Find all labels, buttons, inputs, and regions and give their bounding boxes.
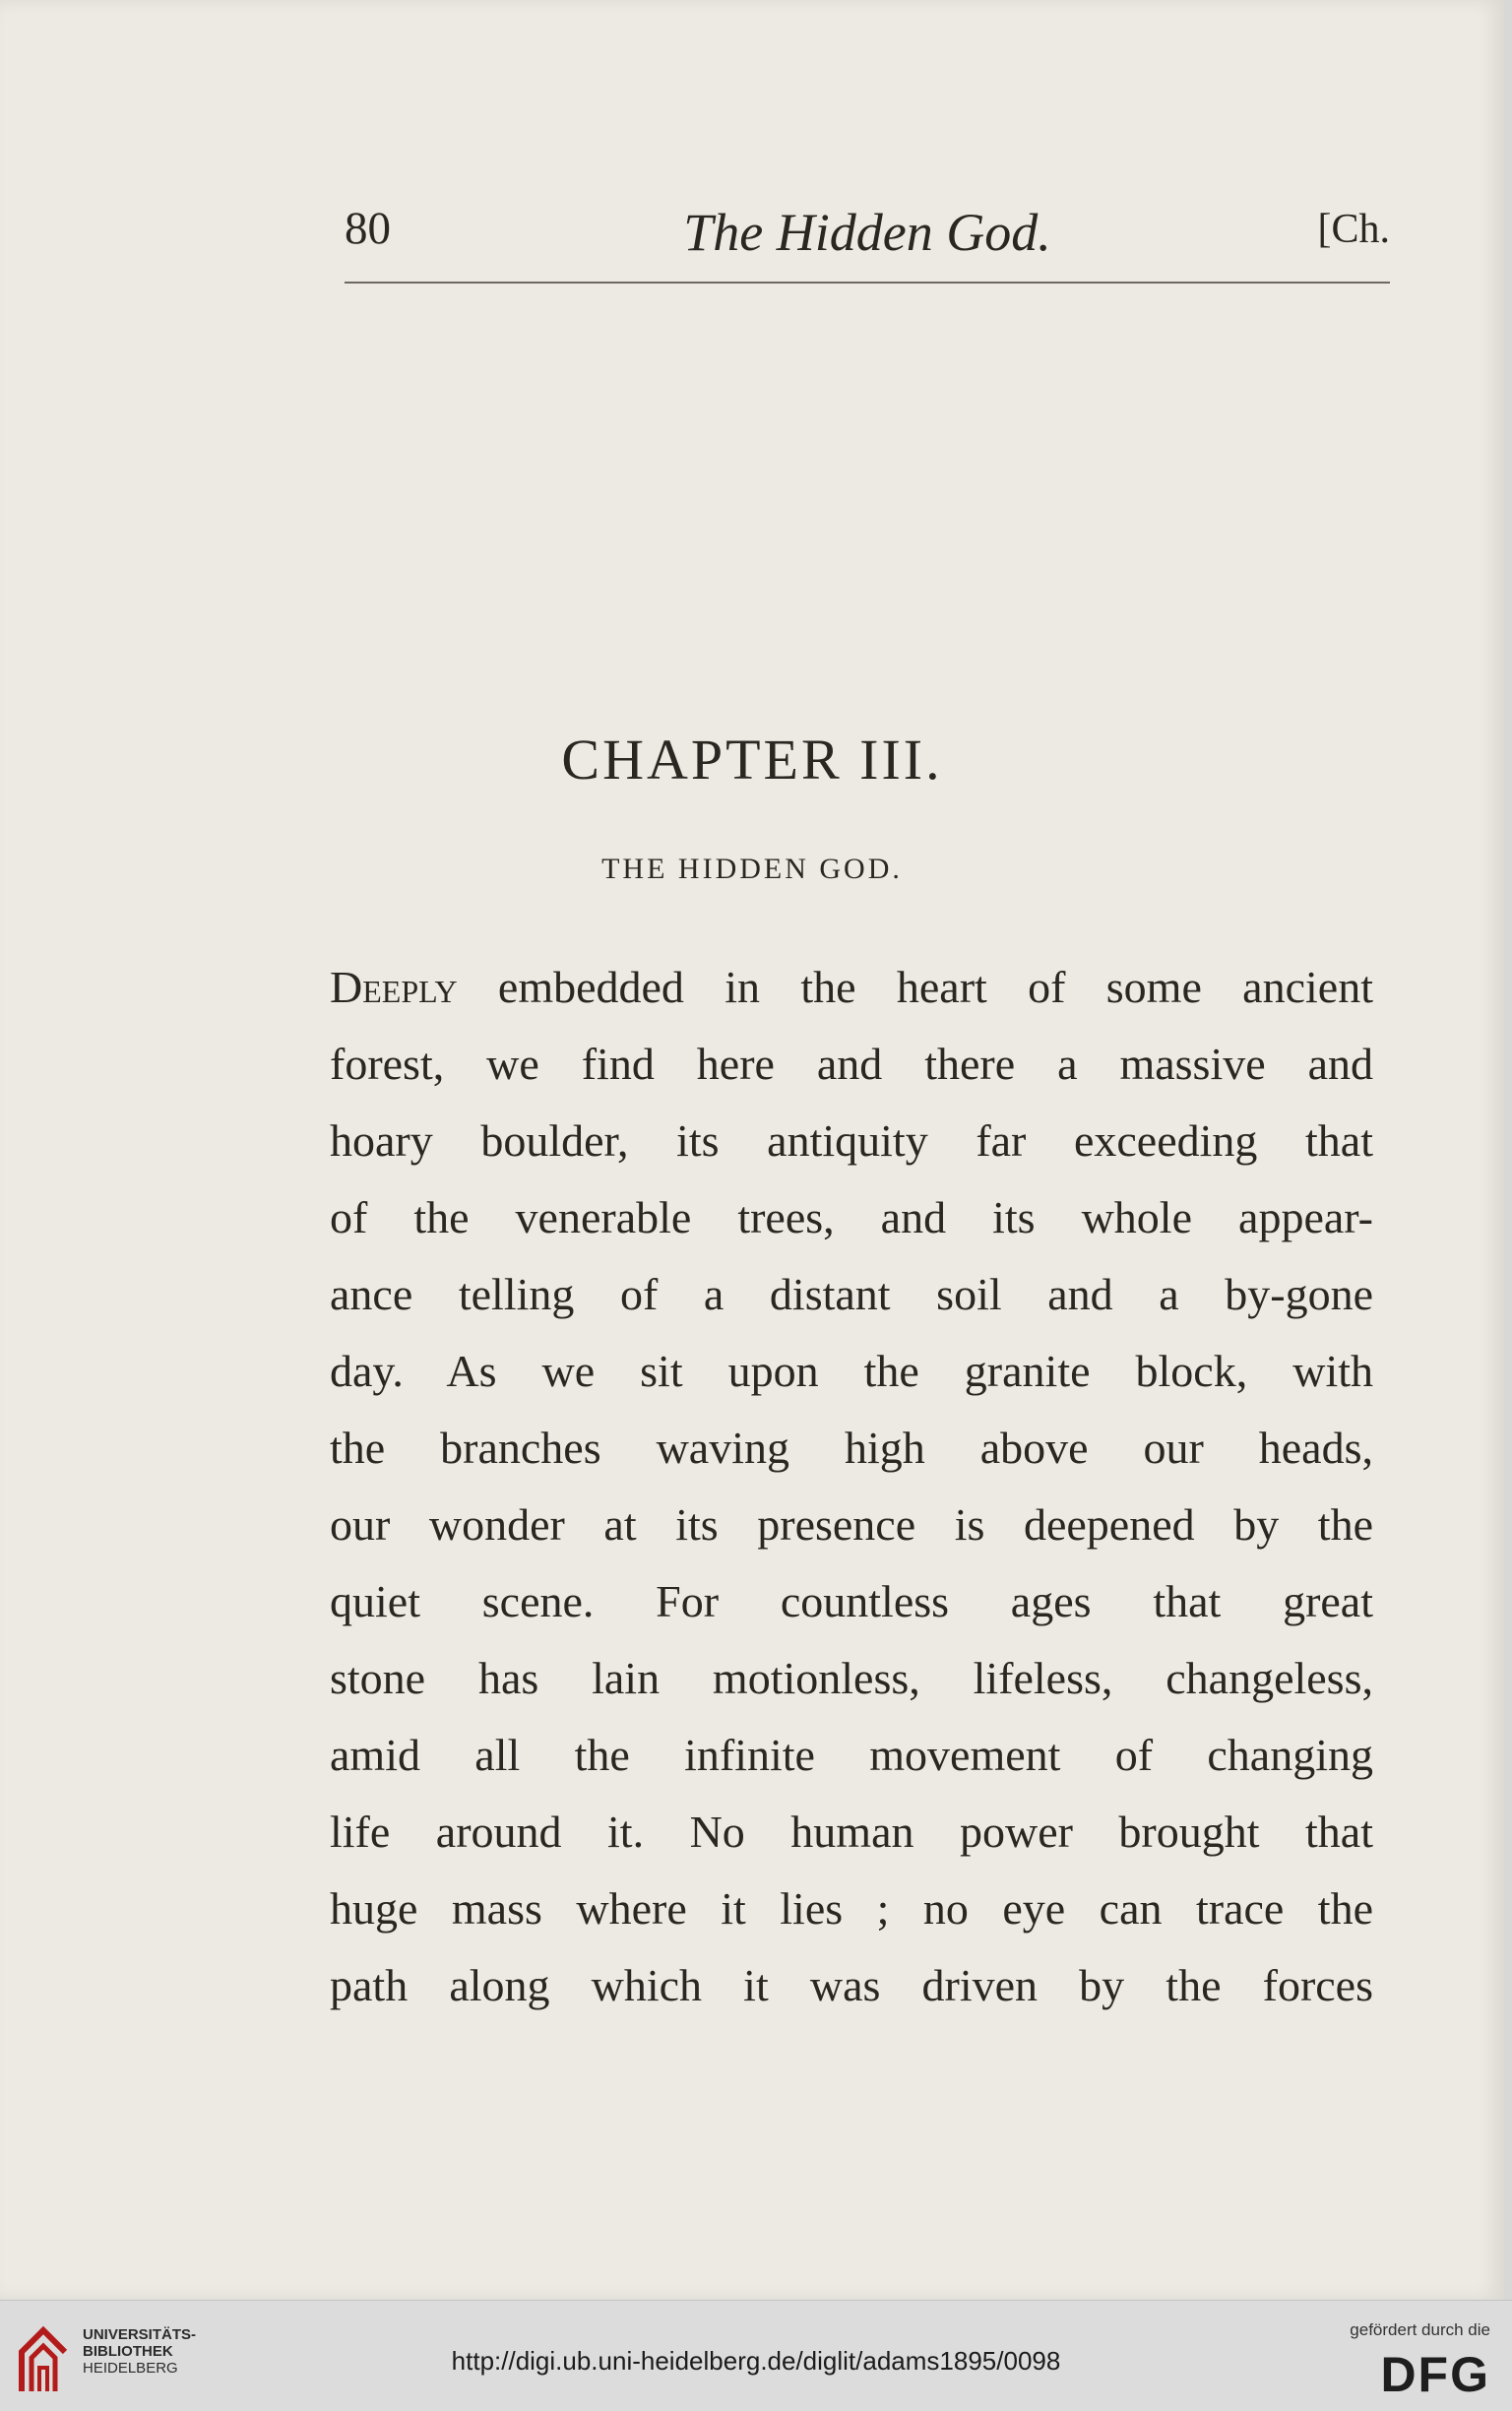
text-line: stone has lain motionless, lifeless, changeless, [330, 1653, 1373, 1703]
header-rule [345, 282, 1390, 284]
running-head [345, 202, 1390, 261]
drop-word: Deeply [330, 962, 458, 1012]
chapter-heading: CHAPTER III. [561, 728, 943, 792]
chapter-title: THE HIDDEN GOD. [601, 853, 903, 885]
text-line: amid all the infinite movement of changing [330, 1730, 1373, 1780]
text-line: Deeply embedded in the heart of some ancient [330, 962, 1373, 1012]
text-line: hoary boulder, its antiquity far exceeding that [330, 1115, 1373, 1166]
permalink[interactable]: http://digi.ub.uni-heidelberg.de/diglit/adams1895/0098 [451, 2346, 1061, 2376]
library-name: UNIVERSITÄTS- BIBLIOTHEK HEIDELBERG [83, 2326, 197, 2377]
viewer-footer [0, 2300, 1512, 2411]
page-number: 80 [345, 203, 391, 254]
dfg-logo: DFG [1380, 2347, 1490, 2402]
text-line: ance telling of a distant soil and a by-gone [330, 1269, 1373, 1319]
running-title: The Hidden God. [683, 203, 1051, 262]
text-line: forest, we find here and there a massive and [330, 1039, 1373, 1089]
running-chapter: [Ch. [1317, 207, 1390, 252]
body-text [330, 949, 1373, 2024]
text-line: of the venerable trees, and its whole appear- [330, 1192, 1373, 1242]
text-line: the branches waving high above our heads, [330, 1423, 1373, 1473]
text-line: quiet scene. For countless ages that great [330, 1576, 1373, 1626]
funded-by-label: gefördert durch die [1350, 2320, 1490, 2339]
text-line: day. As we sit upon the granite block, with [330, 1346, 1373, 1396]
text-line: path along which it was driven by the forces [330, 1960, 1373, 2010]
text-line: life around it. No human power brought that [330, 1807, 1373, 1857]
text-line: huge mass where it lies ; no eye can trace the [330, 1883, 1373, 1934]
text-line: our wonder at its presence is deepened by the [330, 1499, 1373, 1550]
